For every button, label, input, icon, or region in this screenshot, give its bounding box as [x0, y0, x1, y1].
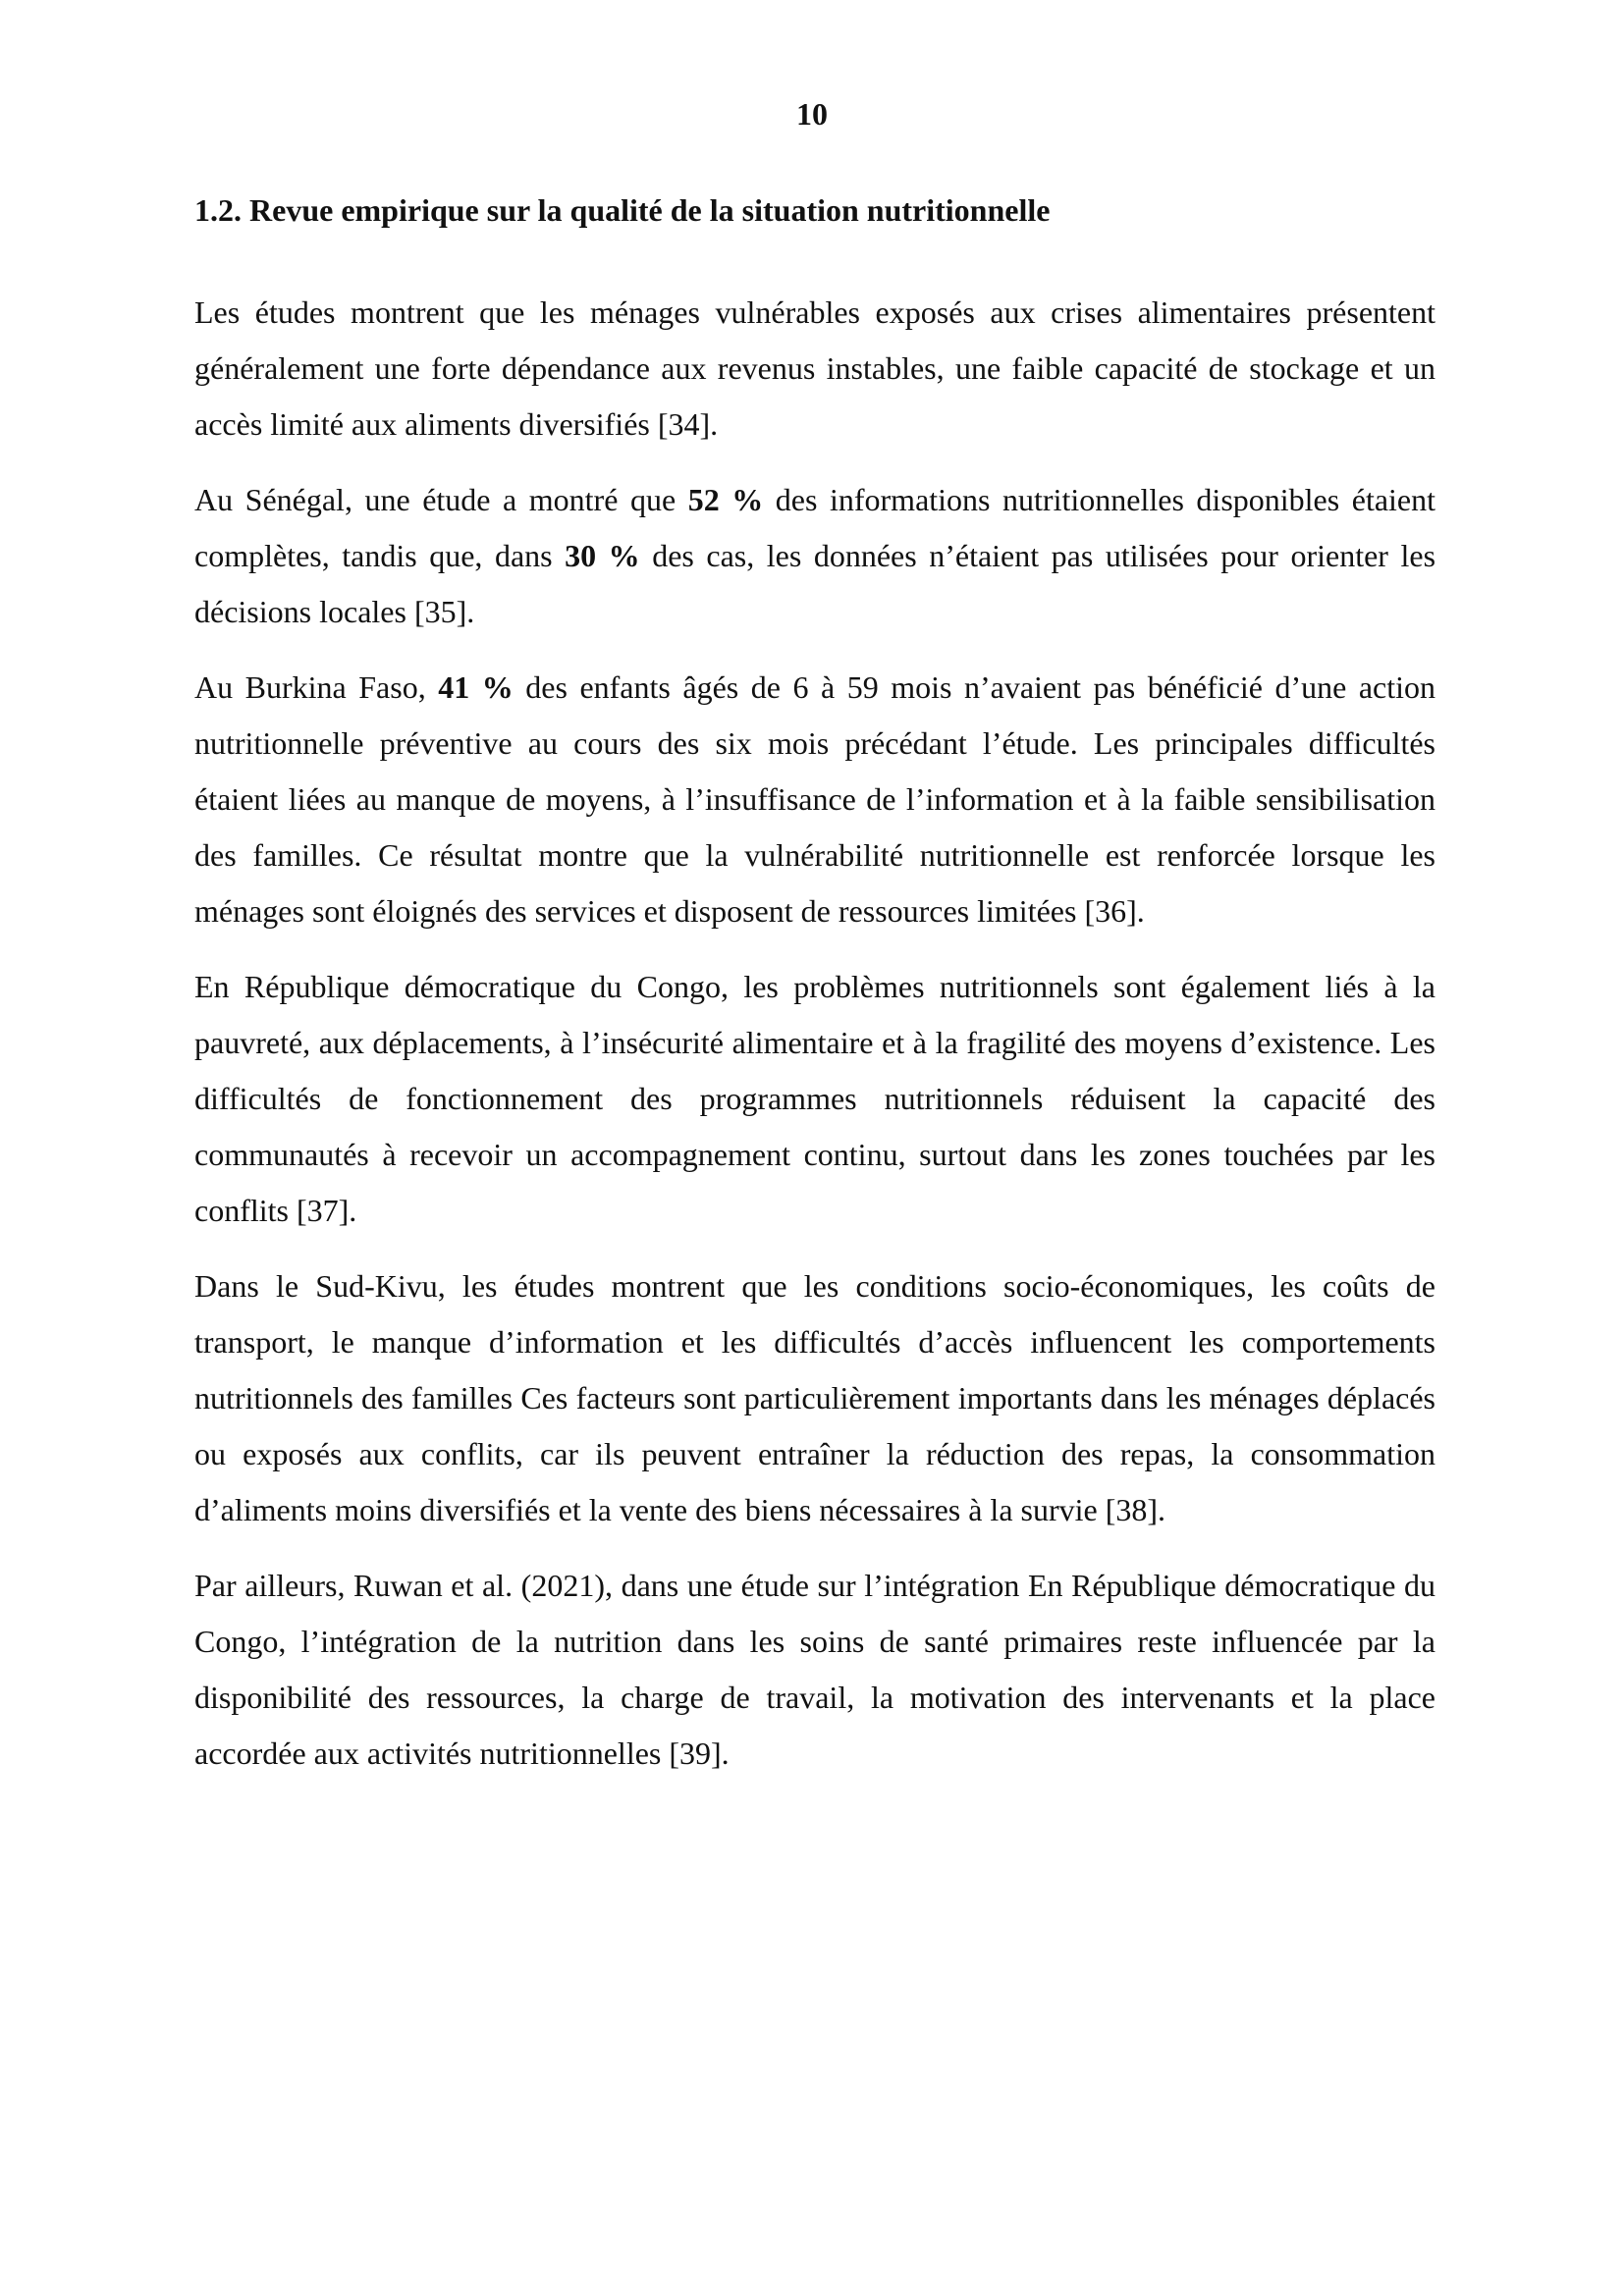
paragraph-4: En République démocratique du Congo, les problèmes nutritionnels sont également liés à la pauvreté, aux déplacements, à l’insécurité alimentaire et à la fragilité des moyens d’existence. Les difficultés de fonctionnement des programmes nutritionnels réduisent la capacité des communautés à recevoir un accompagnement continu, surtout dans les zones touchées par les conflits [37].: [194, 969, 1435, 1228]
paragraph-3: [194, 660, 1435, 939]
bold-statistic: 52 %: [687, 482, 764, 517]
paragraph-text: des cas, les données n’étaient pas utilisées pour orienter les décisions locales [35].: [194, 538, 1436, 629]
body-text: [194, 285, 1435, 1801]
paragraph-text: des informations nutritionnelles disponibles étaient complètes, tandis que, dans: [194, 482, 1436, 573]
paragraph-text: Au Sénégal, une étude a montré que: [194, 482, 688, 517]
paragraph-2: [194, 472, 1435, 640]
paragraph-text: Au Burkina Faso,: [194, 669, 439, 705]
bold-statistic: 41 %: [438, 669, 514, 705]
bold-statistic: 30 %: [565, 538, 640, 573]
section-heading: 1.2. Revue empirique sur la qualité de la situation nutritionnelle: [194, 192, 1051, 228]
paragraph-text: des enfants âgés de 6 à 59 mois n’avaient pas bénéficié d’une action nutritionnelle préventive au cours des six mois précédant l’étude. Les principales difficultés étaient liées au manque de moyens, à l’insuffisance de l’information et à la faible sensibilisation des familles. Ce résultat montre que la vulnérabilité nutritionnelle est renforcée lorsque les ménages sont éloignés des services et disposent de ressources limitées [36].: [194, 669, 1436, 929]
paragraph-5: Dans le Sud-Kivu, les études montrent que les conditions socio-économiques, les coûts de transport, le manque d’information et les difficultés d’accès influencent les comportements nutritionnels des familles Ces facteurs sont particulièrement importants dans les ménages déplacés ou exposés aux conflits, car ils peuvent entraîner la réduction des repas, la consommation d’aliments moins diversifiés et la vente des biens nécessaires à la survie [38].: [194, 1268, 1435, 1527]
paragraph-6: Par ailleurs, Ruwan et al. (2021), dans une étude sur l’intégration En République démocratique du Congo, l’intégration de la nutrition dans les soins de santé primaires reste influencée par la disponibilité des ressources, la charge de travail, la motivation des intervenants et la place accordée aux activités nutritionnelles [39].: [194, 1568, 1435, 1771]
paragraph-1: Les études montrent que les ménages vulnérables exposés aux crises alimentaires présentent généralement une forte dépendance aux revenus instables, une faible capacité de stockage et un accès limité aux aliments diversifiés [34].: [194, 294, 1435, 442]
page-number: 10: [796, 96, 828, 132]
